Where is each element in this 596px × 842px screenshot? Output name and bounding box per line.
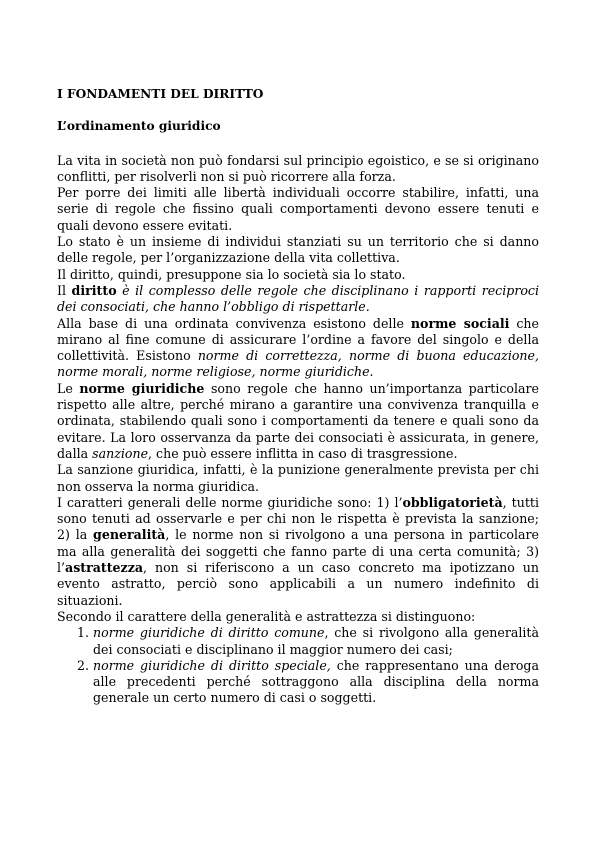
list-item-text: che rappresentano una deroga alle precedenti perché sottraggono alla disciplina della norma generale un certo numero di casi o soggetti. [93, 657, 539, 706]
paragraph-2: Per porre dei limiti alle libertà individuali occorre stabilire, infatti, una serie di regole che fissino quali comportamenti devono essere tenuti e quali devono essere evitati. [57, 185, 539, 233]
norms-list [57, 625, 539, 706]
paragraph-5 [57, 283, 539, 316]
p9-text-a: I caratteri generali delle norme giuridiche sono: 1) l’ [57, 494, 403, 510]
section-title: L’ordinamento giuridico [57, 119, 221, 134]
p5-text-a: Il [57, 282, 72, 298]
paragraph-8: La sanzione giuridica, infatti, è la punizione generalmente prevista per chi non osserva la norma giuridica. [57, 462, 539, 494]
p9-text-e: , le norme non si rivolgono a una persona in particolare ma alla generalità dei soggetti che fanno parte di una certa comunità; 3) l’ [57, 527, 539, 576]
p6-bold-norme-sociali: norme sociali [410, 315, 510, 331]
paragraph-1: La vita in società non può fondarsi sul principio egoistico, e se si originano conflitti, per risolverli non si può ricorrere alla forza. [57, 152, 539, 184]
paragraph-10: Secondo il carattere della generalità e astrattezza si distinguono: [57, 608, 476, 624]
paragraph-6 [57, 316, 539, 381]
p7-text-c: sono regole che hanno un’importanza particolare rispetto alle altre, perché mirano a garantire una convivenza tranquilla e ordinata, stabilendo quali sono i comportamenti da tenere e quali sono da evitare. La loro osservanza da parte dei consociati è assicurata, in genere, dalla [57, 380, 539, 461]
p5-bold-diritto: diritto [71, 282, 117, 298]
list-item-text: , che si rivolgono alla generalità dei consociati e disciplinano il maggior numero dei casi; [93, 625, 539, 657]
document-page [57, 86, 539, 707]
p9-text-c: , tutti sono tenuti ad osservarle e per chi non le rispetta è prevista la sanzione; 2) la [57, 494, 539, 543]
list-item [93, 625, 539, 658]
p7-italic-sanzione: sanzione [92, 445, 149, 461]
p6-text-a: Alla base di una ordinata convivenza esistono delle [57, 315, 411, 331]
p7-bold-norme-giuridiche: norme giuridiche [79, 380, 205, 396]
list-item [93, 658, 539, 707]
p7-text-e: , che può essere inflitta in caso di trasgressione. [148, 445, 458, 461]
p9-text-g: , non si riferiscono a un caso concreto ma ipotizzano un evento astratto, perciò sono applicabili a un numero indefinito di situazioni. [57, 560, 539, 608]
document-title: I FONDAMENTI DEL DIRITTO [57, 87, 264, 101]
p5-italic-definition: è il complesso delle regole che disciplinano i rapporti reciproci dei consociati, che hanno l’obbligo di rispettarle. [57, 282, 540, 315]
list-item-term: norme giuridiche di diritto speciale, [93, 657, 331, 673]
p9-bold-generalita: generalità [93, 527, 166, 543]
p6-text-c: che mirano al fine comune di assicurare l’ordine a favore del singolo e della collettività. Esistono [57, 315, 539, 364]
paragraph-9 [57, 495, 539, 609]
list-item-term: norme giuridiche di diritto comune [93, 625, 325, 641]
p9-bold-astrattezza: astrattezza [65, 560, 144, 576]
p6-italic-list: norme di correttezza, norme di buona educazione, norme morali, norme religiose, norme giuridiche. [57, 348, 539, 380]
p7-text-a: Le [57, 380, 80, 396]
paragraph-7 [57, 381, 539, 462]
paragraph-4: Il diritto, quindi, presuppone sia lo società sia lo stato. [57, 266, 406, 282]
p9-bold-obbligatorieta: obbligatorietà [402, 494, 503, 510]
paragraph-3: Lo stato è un insieme di individui stanziati su un territorio che si danno delle regole, per l’organizzazione della vita collettiva. [57, 234, 539, 266]
